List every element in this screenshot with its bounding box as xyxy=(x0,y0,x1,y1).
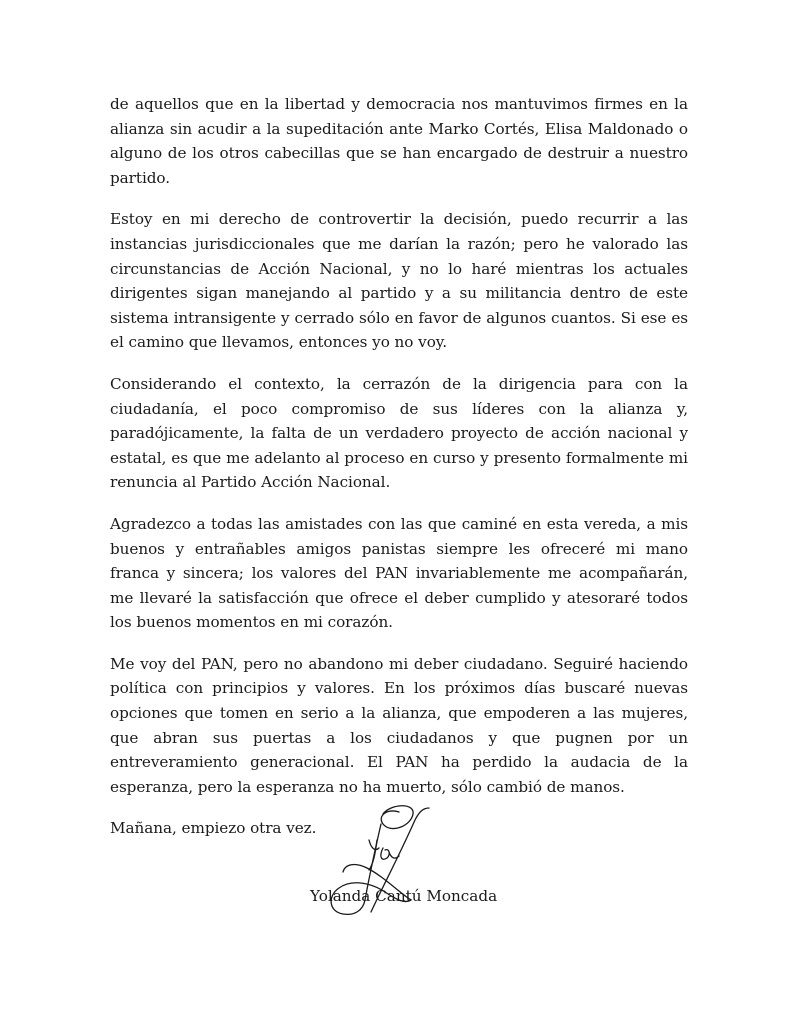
paragraph-2: Estoy en mi derecho de controvertir la decisión, puedo recurrir a las instancias jurisdiccionales que me darían la razón; pero he valorado las circunstancias de Acción Nacional, y no lo haré mientras los actuales dirigentes sigan manejando al partido y a su militancia dentro de este sistema intransigente y cerrado sólo en favor de algunos cuantos. Si ese es el camino que llevamos, entonces yo no voy. xyxy=(110,210,688,352)
paragraph-5: Me voy del PAN, pero no abandono mi deber ciudadano. Seguiré haciendo política con principios y valores. En los próximos días buscaré nuevas opciones que tomen en serio a la alianza, que empoderen a las mujeres, que abran sus puertas a los ciudadanos y que pugnen por un entreveramiento generacional. El PAN ha perdido la audacia de la esperanza, pero la esperanza no ha muerto, sólo cambió de manos. xyxy=(110,654,688,796)
paragraph-1: de aquellos que en la libertad y democracia nos mantuvimos firmes en la alianza sin acudir a la supeditación ante Marko Cortés, Elisa Maldonado o alguno de los otros cabecillas que se han encargado de destruir a nuestro partido. xyxy=(110,95,688,187)
paragraph-3: Considerando el contexto, la cerrazón de la dirigencia para con la ciudadanía, el poco compromiso de sus líderes con la alianza y, paradójicamente, la falta de un verdadero proyecto de acción nacional y estatal, es que me adelanto al proceso en curso y presento formalmente mi renuncia al Partido Acción Nacional. xyxy=(110,374,688,492)
paragraph-4: Agradezco a todas las amistades con las que caminé en esta vereda, a mis buenos y entrañables amigos panistas siempre les ofreceré mi mano franca y sincera; los valores del PAN invariablemente me acompañarán, me llevaré la satisfacción que ofrece el deber cumplido y atesoraré todos los buenos momentos en mi corazón. xyxy=(110,514,688,632)
signer-name: Yolanda Cantú Moncada xyxy=(310,887,498,905)
closing-line: Mañana, empiezo otra vez. xyxy=(110,819,317,838)
letter-body xyxy=(110,92,688,858)
